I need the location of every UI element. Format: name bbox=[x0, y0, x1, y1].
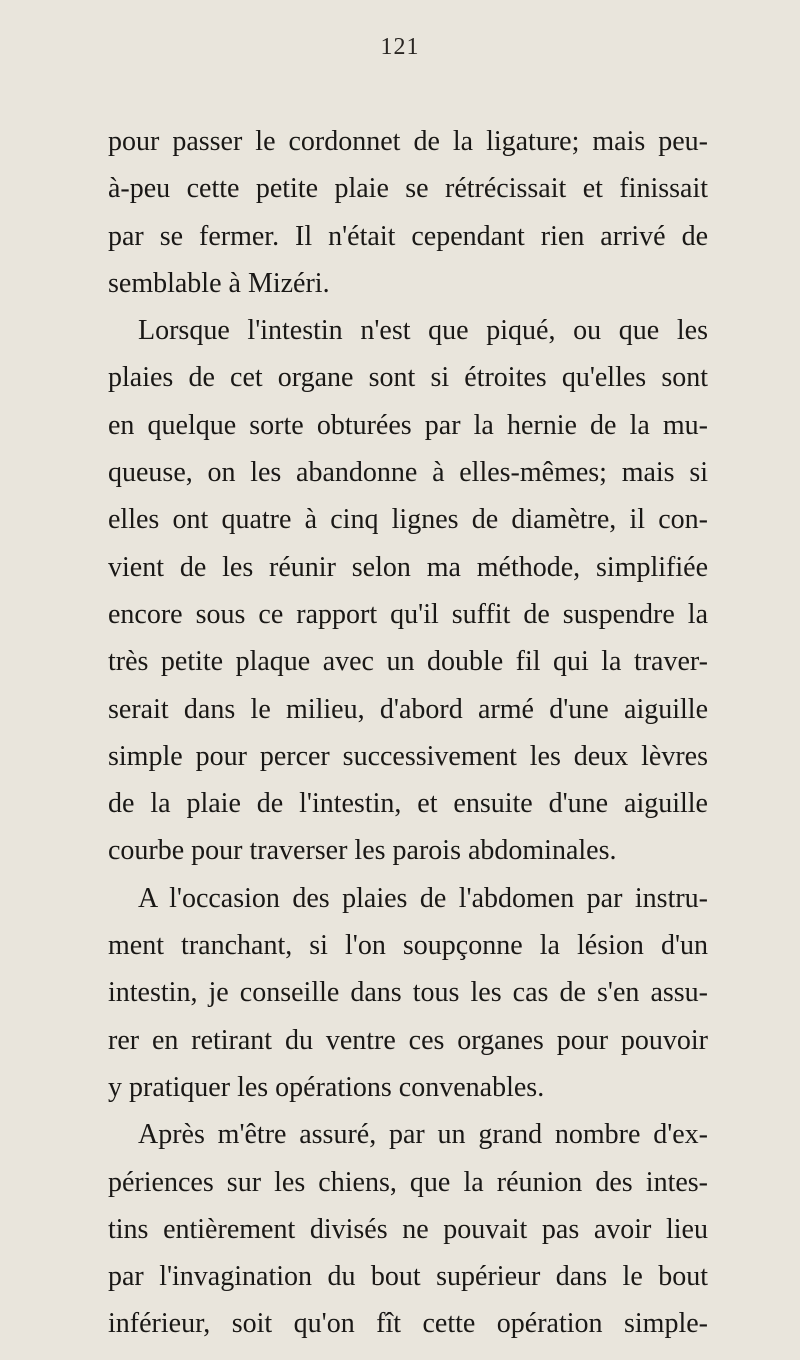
text-line-9: elles ont quatre à cinq lignes de diamètre, il con- bbox=[108, 504, 708, 536]
text-line-1: pour passer le cordonnet de la ligature; mais peu- bbox=[108, 126, 708, 157]
text-line-17: A l'occasion des plaies de l'abdomen par instru- bbox=[138, 882, 708, 914]
text-line-21: y pratiquer les opérations convenables. bbox=[108, 1071, 545, 1103]
text-line-4: semblable à Mizéri. bbox=[108, 267, 330, 299]
text-line-23: périences sur les chiens, que la réunion des intes- bbox=[108, 1166, 708, 1198]
text-line-25: par l'invagination du bout supérieur dans le bout bbox=[108, 1261, 708, 1293]
text-line-26: inférieur, soit qu'on fît cette opération simple- bbox=[108, 1308, 708, 1340]
text-line-16: courbe pour traverser les parois abdominales. bbox=[108, 835, 617, 867]
text-line-13: serait dans le milieu, d'abord armé d'une aiguille bbox=[108, 693, 708, 725]
text-line-20: rer en retirant du ventre ces organes pour pouvoir bbox=[108, 1024, 708, 1056]
text-line-12: très petite plaque avec un double fil qui la traver- bbox=[108, 646, 708, 678]
text-line-3: par se fermer. Il n'était cependant rien arrivé de bbox=[108, 220, 708, 252]
body-text bbox=[108, 118, 708, 1348]
text-line-8: queuse, on les abandonne à elles-mêmes; mais si bbox=[108, 457, 708, 489]
text-line-2: à-peu cette petite plaie se rétrécissait et finissait bbox=[108, 173, 708, 205]
text-line-6: plaies de cet organe sont si étroites qu'elles sont bbox=[108, 362, 708, 394]
text-line-18: ment tranchant, si l'on soupçonne la lésion d'un bbox=[108, 930, 708, 962]
text-line-7: en quelque sorte obturées par la hernie de la mu- bbox=[108, 409, 708, 441]
text-line-24: tins entièrement divisés ne pouvait pas avoir lieu bbox=[108, 1213, 708, 1245]
text-line-19: intestin, je conseille dans tous les cas de s'en assu- bbox=[108, 977, 708, 1009]
text-line-22: Après m'être assuré, par un grand nombre d'ex- bbox=[138, 1119, 708, 1151]
page-number: 121 bbox=[380, 34, 420, 60]
text-line-15: de la plaie de l'intestin, et ensuite d'une aiguille bbox=[108, 788, 708, 820]
text-line-10: vient de les réunir selon ma méthode, simplifiée bbox=[108, 551, 708, 583]
text-line-14: simple pour percer successivement les deux lèvres bbox=[108, 740, 708, 772]
text-line-5: Lorsque l'intestin n'est que piqué, ou que les bbox=[138, 315, 708, 347]
text-line-11: encore sous ce rapport qu'il suffit de suspendre la bbox=[108, 598, 708, 630]
